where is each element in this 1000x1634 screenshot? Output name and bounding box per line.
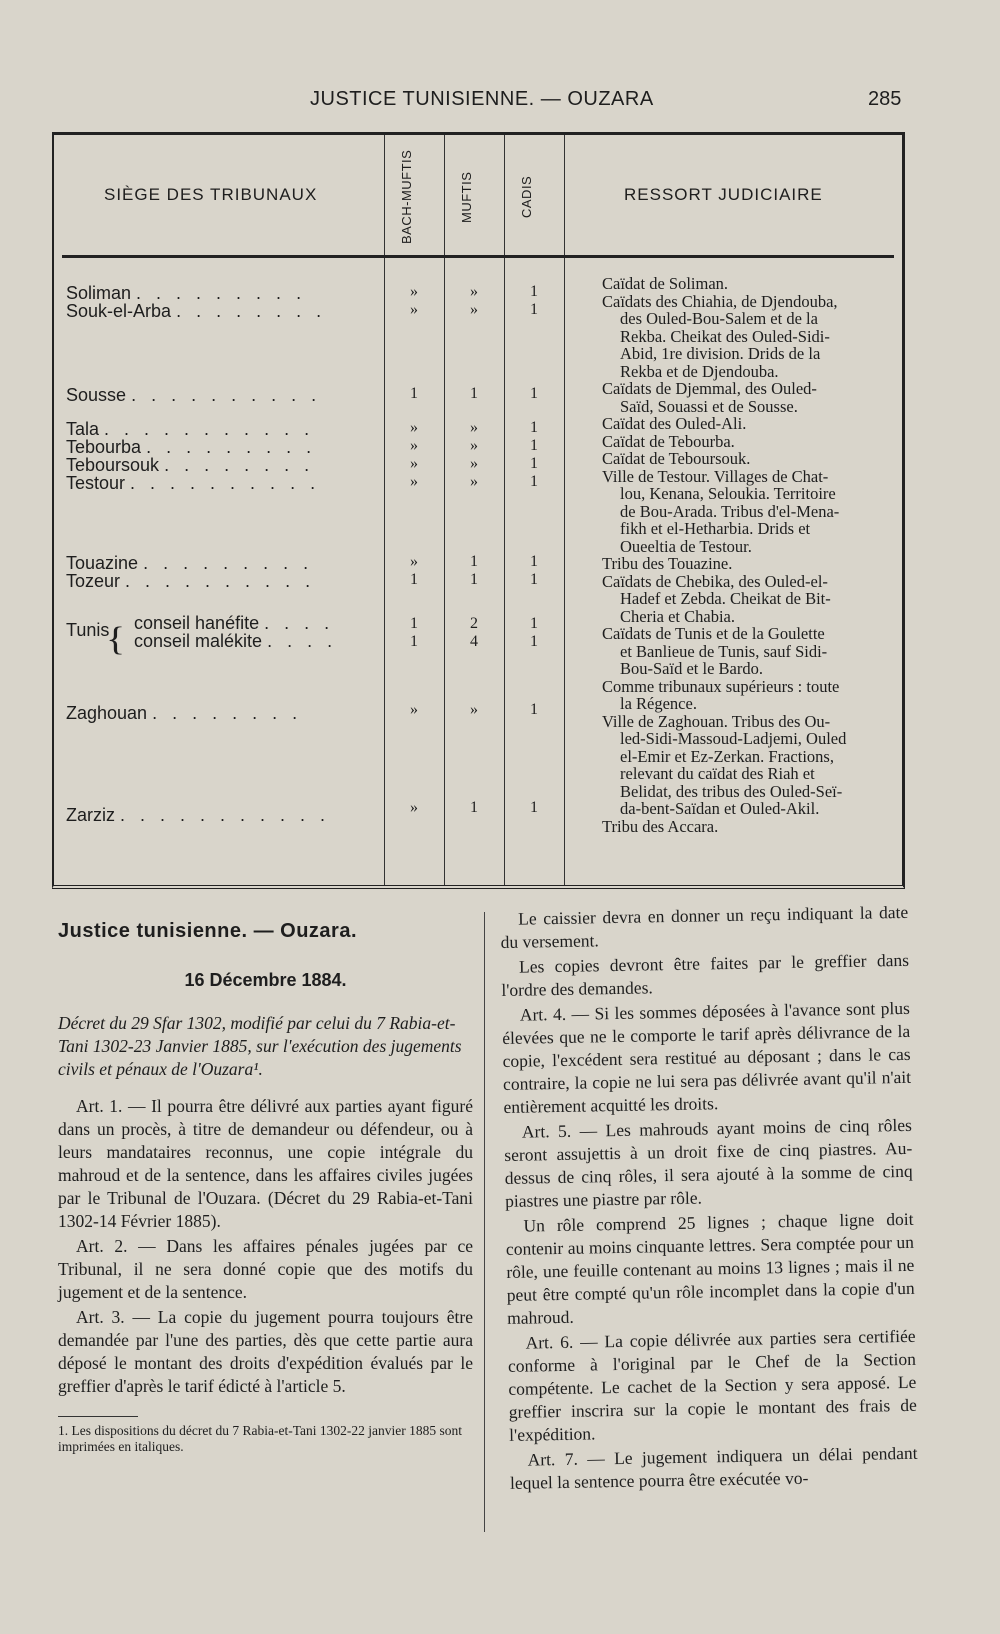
seat-row	[66, 473, 320, 494]
cadis-cell: 1	[530, 385, 538, 402]
leader-dots: . . . . . . . . .	[136, 283, 307, 303]
header-muftis: MUFTIS	[459, 171, 474, 223]
leader-dots: . . . . . . . . . . .	[120, 805, 331, 825]
muftis-cell: »	[470, 301, 478, 318]
ressort-line: Caïdat de Tebourba.	[602, 431, 735, 451]
cadis-cell: 1	[530, 571, 538, 588]
article-paragraph: Art. 7. — Le jugement indiquera un délai pendant lequel la sentence pourra être exécutée vo-	[509, 1442, 918, 1493]
muftis-cell: »	[470, 419, 478, 436]
column-divider	[444, 135, 445, 885]
article-paragraph: Art. 4. — Si les sommes déposées à l'avance sont plus élevées que ne le comporte le tarif après délivrance de la copie, l'excédent sera restitué au déposant ; dans le cas contraire, la copie ne lui sera pas délivrée avant qu'il n'ait entièrement acquitté les droits.	[502, 997, 912, 1117]
ressort-line: lou, Kenana, Seloukia. Territoire	[620, 484, 836, 503]
decree-heading: Décret du 29 Sfar 1302, modifié par celui du 7 Rabia-et-Tani 1302-23 Janvier 1885, sur l'exécution des jugements civils et pénaux de l'Ouzara¹.	[58, 1013, 462, 1079]
leader-dots: . . . . . . . . .	[146, 437, 317, 457]
bach-cell: »	[410, 701, 418, 718]
ressort-line: Ville de Zaghouan. Tribus des Ou-	[602, 711, 831, 731]
ressort-line: Saïd, Souassi et de Sousse.	[620, 396, 798, 416]
seat-row	[134, 631, 337, 652]
ressort-line: Rekba. Cheikat des Ouled-Sidi-	[620, 326, 830, 346]
ressort-line: da-bent-Saïdan et Ouled-Akil.	[620, 799, 820, 818]
article-paragraph: Art. 3. — La copie du jugement pourra toujours être demandée par l'une des parties, dès que cette partie aura déposé le montant des droits d'expédition évalués par le greffier d'après le tarif édicté à l'article 5.	[58, 1307, 473, 1396]
column-separator	[484, 912, 485, 1532]
ressort-line: Caïdat de Soliman.	[602, 274, 729, 293]
ressort-line: Caïdat des Ouled-Ali.	[602, 414, 747, 433]
seat-name: conseil hanéfite	[134, 613, 260, 633]
bach-cell: »	[410, 473, 418, 490]
leader-dots: . . . .	[267, 631, 338, 651]
seat-name: Tebourba	[66, 437, 142, 457]
seat-row	[66, 385, 321, 406]
cadis-cell: 1	[530, 615, 538, 632]
bach-cell: 1	[410, 571, 418, 588]
cadis-cell: 1	[530, 799, 538, 816]
ressort-line: Tribu des Touazine.	[602, 554, 733, 573]
seat-name: Soliman	[66, 283, 132, 303]
cadis-cell: 1	[530, 419, 538, 436]
seat-name: Touazine	[66, 553, 139, 573]
ressort-line: Caïdats de Djemmal, des Ouled-	[602, 379, 817, 398]
ressort-text	[602, 275, 894, 835]
leader-dots: . . . . . . . . .	[143, 553, 314, 573]
ressort-line: Ville de Testour. Villages de Chat-	[602, 466, 829, 486]
seat-name: Teboursouk	[66, 455, 160, 475]
right-column	[500, 901, 918, 1497]
header-siege: SIÈGE DES TRIBUNAUX	[104, 185, 318, 204]
leader-dots: . . . .	[264, 613, 335, 633]
muftis-cell: »	[470, 455, 478, 472]
ressort-line: relevant du caïdat des Riah et	[620, 764, 815, 783]
leader-dots: . . . . . . . . . .	[131, 385, 322, 405]
seat-name: Tozeur	[66, 571, 121, 591]
bach-cell: »	[410, 437, 418, 454]
decree-date: 16 Décembre 1884.	[184, 970, 347, 990]
muftis-cell: 1	[470, 553, 478, 570]
muftis-cell: »	[470, 701, 478, 718]
footnote: 1. Les dispositions du décret du 7 Rabia-et-Tani 1302-22 janvier 1885 sont imprimées en italiques.	[58, 1423, 462, 1454]
bach-cell: »	[410, 283, 418, 300]
leader-dots: . . . . . . . . . .	[130, 473, 321, 493]
bach-cell: 1	[410, 615, 418, 632]
bach-cell: 1	[410, 385, 418, 402]
seat-name: Souk-el-Arba	[66, 301, 172, 321]
article-paragraph: Art. 6. — La copie délivrée aux parties sera certifiée conforme à l'original par le Chef de la Section compétente. Le cachet de la Section y sera apposé. Le greffier inscrira sur la copie le montant des frais de l'expédition.	[507, 1325, 917, 1445]
article-paragraph: Le caissier devra en donner un reçu indiquant la date du versement.	[500, 901, 909, 952]
bach-cell: »	[410, 553, 418, 570]
seat-name: Zarziz	[66, 805, 115, 825]
seat-row	[66, 805, 330, 826]
ressort-line: des Ouled-Bou-Salem et de la	[620, 309, 818, 328]
leader-dots: . . . . . . . .	[152, 703, 303, 723]
tribunals-table	[52, 132, 905, 889]
muftis-cell: 4	[470, 633, 478, 650]
tunis-label: Tunis	[66, 620, 110, 640]
ressort-line: Caïdats de Tunis et de la Goulette	[602, 624, 825, 643]
article-paragraph: Art. 2. — Dans les affaires pénales jugées par ce Tribunal, il ne sera donné copie que des motifs du jugement et de la sentence.	[58, 1236, 473, 1302]
ressort-line: Caïdats de Chebika, des Ouled-el-	[602, 571, 828, 591]
header-rule	[62, 255, 894, 258]
leader-dots: . . . . . . . . . . .	[104, 419, 315, 439]
ressort-line: el-Emir et Ez-Zerkan. Fractions,	[620, 746, 834, 766]
seat-name: Sousse	[66, 385, 127, 405]
cadis-cell: 1	[530, 455, 538, 472]
header-ressort: RESSORT JUDICIAIRE	[624, 185, 823, 204]
muftis-cell: 1	[470, 799, 478, 816]
seat-name: Testour	[66, 473, 126, 493]
footnote-rule	[58, 1416, 138, 1417]
running-title: JUSTICE TUNISIENNE. — OUZARA	[310, 88, 654, 110]
article-paragraph: Art. 5. — Les mahrouds ayant moins de cinq rôles seront assujettis à un droit fixe de cinq piastres. Au-dessus de cinq rôles, il sera ajouté à la somme de cinq piastres une piastre par rôle.	[504, 1114, 913, 1211]
ressort-line: led-Sidi-Massoud-Ladjemi, Ouled	[620, 729, 847, 748]
ressort-line: Comme tribunaux supérieurs : toute	[602, 676, 840, 696]
brace: {	[106, 619, 126, 658]
muftis-cell: 2	[470, 615, 478, 632]
seat-name: Zaghouan	[66, 703, 148, 723]
column-divider	[384, 135, 385, 885]
cadis-cell: 1	[530, 283, 538, 300]
muftis-cell: 1	[470, 571, 478, 588]
column-divider	[564, 135, 565, 885]
ressort-line: Hadef et Zebda. Cheikat de Bit-	[620, 589, 831, 608]
ressort-line: Abid, 1re division. Drids de la	[620, 344, 821, 363]
cadis-cell: 1	[530, 633, 538, 650]
column-divider	[504, 135, 505, 885]
leader-dots: . . . . . . . . . .	[125, 571, 316, 591]
muftis-cell: »	[470, 437, 478, 454]
ressort-line: Cheria et Chabia.	[620, 606, 736, 626]
article-paragraph: Un rôle comprend 25 lignes ; chaque ligne doit contenir au moins cinquante lettres. Sera comptée pour un rôle, une feuille contenant au moins 13 lignes ; mais il ne peut être compté qu'un rôle incomplet dans la copie d'un mahroud.	[505, 1208, 915, 1328]
bach-cell: »	[410, 799, 418, 816]
ressort-line: Oueeltia de Testour.	[620, 536, 752, 556]
bach-cell: »	[410, 301, 418, 318]
ressort-line: fikh et el-Hetharbia. Drids et	[620, 519, 811, 538]
article-paragraph: Art. 1. — Il pourra être délivré aux parties ayant figuré dans un procès, à titre de demandeur ou défendeur, ou à leurs mandataires reconnus, une copie intégrale du mahroud et de la sentence, dans les affaires civiles jugées par le Tribunal de l'Ouzara. (Décret du 29 Rabia-et-Tani 1302-14 Février 1885).	[58, 1096, 473, 1231]
seat-name: Tala	[66, 419, 100, 439]
article-paragraph: Les copies devront être faites par le greffier dans l'ordre des demandes.	[501, 949, 910, 1000]
bach-cell: »	[410, 419, 418, 436]
ressort-line: Bou-Saïd et le Bardo.	[620, 659, 763, 678]
left-column	[58, 920, 473, 1455]
seat-row	[66, 301, 326, 322]
page-number: 285	[868, 88, 902, 110]
leader-dots: . . . . . . . .	[164, 455, 315, 475]
ressort-line: Caïdat de Teboursouk.	[602, 449, 751, 468]
cadis-cell: 1	[530, 437, 538, 454]
seat-name: conseil malékite	[134, 631, 263, 651]
seat-row	[66, 703, 302, 724]
ressort-line: de Bou-Arada. Tribus d'el-Mena-	[620, 501, 840, 521]
ressort-line: et Banlieue de Tunis, sauf Sidi-	[620, 641, 828, 661]
muftis-cell: 1	[470, 385, 478, 402]
ressort-line: Belidat, des tribus des Ouled-Seï-	[620, 781, 843, 801]
seat-row	[66, 571, 315, 592]
leader-dots: . . . . . . . .	[176, 301, 327, 321]
muftis-cell: »	[470, 473, 478, 490]
ressort-line: Caïdats des Chiahia, de Djendouba,	[602, 291, 838, 311]
ressort-line: la Régence.	[620, 694, 697, 713]
bach-cell: 1	[410, 633, 418, 650]
ressort-line: Rekba et de Djendouba.	[620, 361, 779, 381]
cadis-cell: 1	[530, 301, 538, 318]
header-cadis: CADIS	[519, 175, 534, 219]
header-bach-muftis: BACH-MUFTIS	[399, 149, 414, 245]
cadis-cell: 1	[530, 473, 538, 490]
muftis-cell: »	[470, 283, 478, 300]
cadis-cell: 1	[530, 701, 538, 718]
ressort-line: Tribu des Accara.	[602, 816, 719, 836]
section-title: Justice tunisienne. — Ouzara.	[58, 920, 358, 942]
bach-cell: »	[410, 455, 418, 472]
cadis-cell: 1	[530, 553, 538, 570]
